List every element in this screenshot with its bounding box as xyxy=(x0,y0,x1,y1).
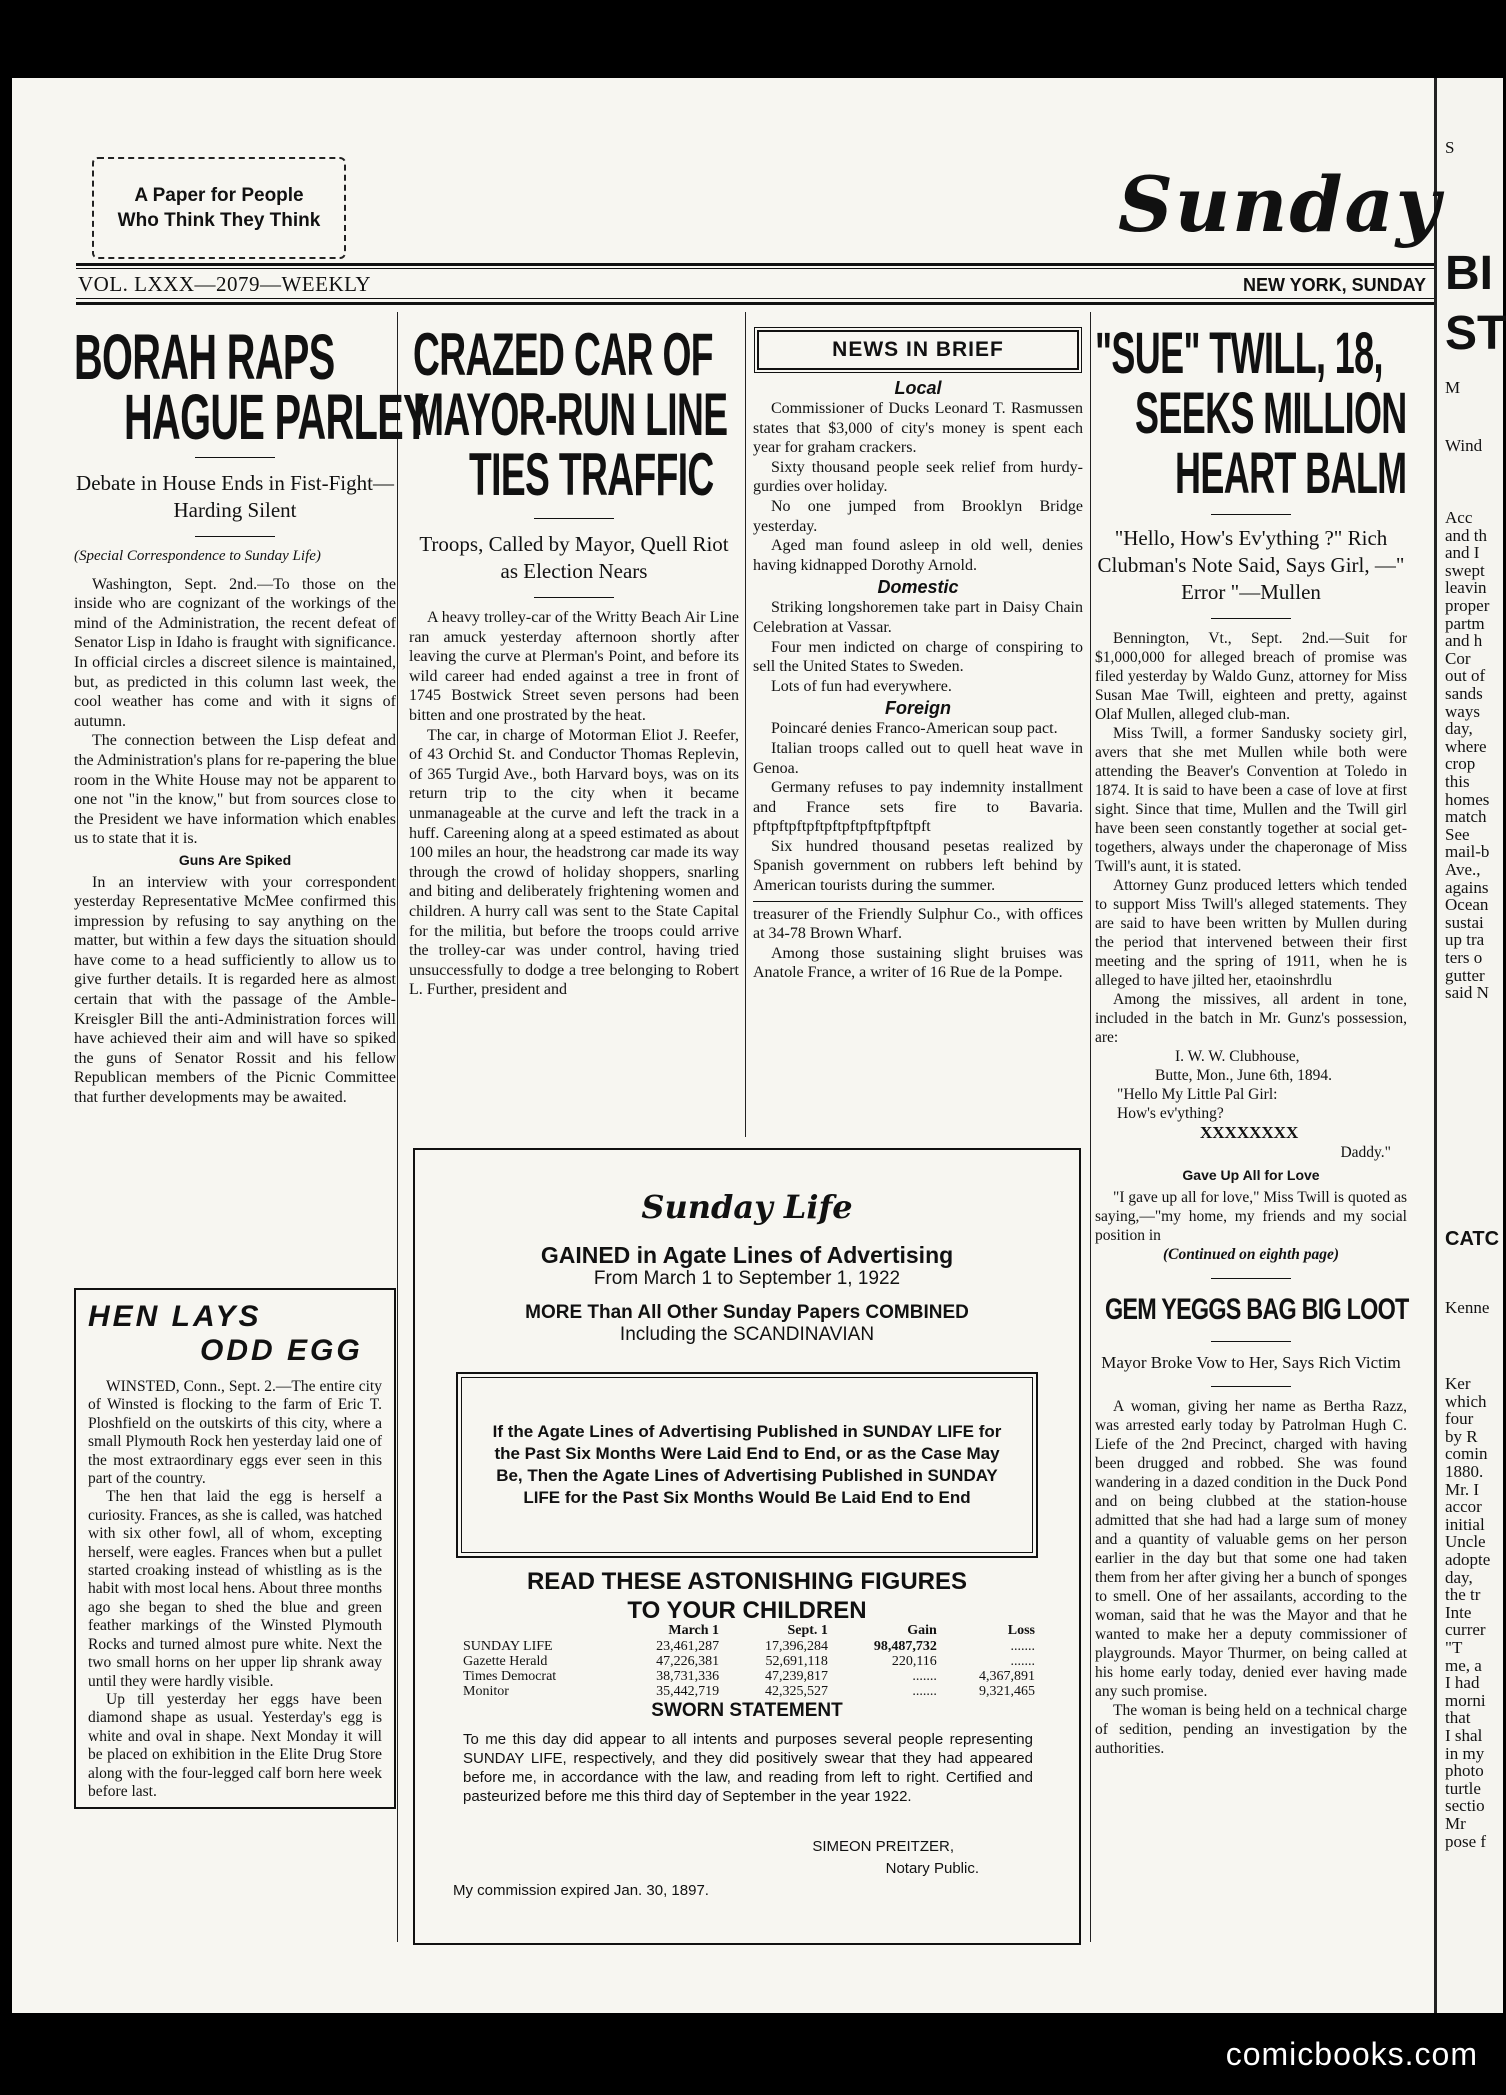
news-item: Lots of fun had everywhere. xyxy=(771,677,952,695)
paragraph: treasurer of the Friendly Sulphur Co., with offices at 34-78 Brown Wharf. xyxy=(753,905,1083,943)
paragraph: The hen that laid the egg is herself a curiosity. Frances, as she is called, was hatched with six other fowl, all of whom, excepting herself, were eagles. Frances when but a pullet started croaking instead of whistling as is the habit with most local hens. About three months ago she began to shed the blue and green feather markings of the Winsted Plymouth Rocks and turned almost pure white. Next the two small horns on her upper lip shrank away until they were hardly visible. xyxy=(88,1488,382,1690)
ad-line: MORE Than All Other Sunday Papers COMBINED xyxy=(525,1302,969,1323)
table-cell-sept: 52,691,118 xyxy=(765,1654,828,1669)
adjacent-page-fragment: and h xyxy=(1445,631,1483,651)
adjacent-page-fragment: photo xyxy=(1445,1761,1484,1781)
adjacent-page-fragment: pose f xyxy=(1445,1831,1487,1851)
headline: HEN LAYS xyxy=(88,1300,262,1333)
adjacent-page-fragment: leavin xyxy=(1445,578,1487,598)
table-cell-sept: 42,325,527 xyxy=(764,1684,828,1699)
adjacent-page-fragment: where xyxy=(1445,736,1487,756)
paragraph: The connection between the Lisp defeat and the Administration's plans for re-papering the blue room in the White House may not be apparent to one not "in the know," but from sources close to the President we have information which enables us to state that it is. xyxy=(74,732,396,848)
letter-line: "Hello My Little Pal Girl: xyxy=(1117,1086,1278,1103)
news-item: Aged man found asleep in old well, denies having kidnapped Dorothy Arnold. xyxy=(753,537,1083,574)
letter-line: I. W. W. Clubhouse, xyxy=(1175,1048,1300,1065)
subheadline: Troops, Called by Mayor, Quell Riot as Election Nears xyxy=(419,532,729,583)
table-header: Sept. 1 xyxy=(787,1623,828,1638)
table-cell-name: SUNDAY LIFE xyxy=(463,1639,553,1654)
news-item: Germany refuses to pay indemnity installment and France sets fire to Bavaria. pftpftpftpftpftpftpftpftpftpft xyxy=(753,779,1083,836)
subheadline: Debate in House Ends in Fist-Fight—Harding Silent xyxy=(76,471,394,522)
table-cell-march: 23,461,287 xyxy=(656,1639,720,1654)
paragraph: Among those sustaining slight bruises was Anatole France, a writer of 16 Rue de la Pompe. xyxy=(753,944,1083,982)
adjacent-page-fragment: accor xyxy=(1445,1497,1482,1517)
motto-line: Who Think They Think xyxy=(117,210,321,231)
news-item: Striking longshoremen take part in Daisy Chain Celebration at Vassar. xyxy=(753,599,1083,636)
news-item: Four men indicted on charge of conspiring to sell the United States to Sweden. xyxy=(753,638,1083,676)
adjacent-page-fragment: the tr xyxy=(1445,1585,1481,1605)
headline: BORAH RAPS xyxy=(74,321,335,393)
watermark: comicbooks.com xyxy=(1225,2036,1478,2072)
adjacent-page-fragment: crop xyxy=(1445,754,1476,774)
paragraph: The woman is being held on a technical charge of sedition, pending an investigation by the authorities. xyxy=(1095,1701,1407,1757)
motto-box xyxy=(92,157,346,259)
adjacent-page-fragment: mail-b xyxy=(1445,842,1490,862)
adjacent-page-fragment: Ker xyxy=(1445,1374,1471,1393)
adjacent-page-fragment: Mr. I xyxy=(1445,1479,1479,1499)
headline: SEEKS MILLION xyxy=(1135,381,1407,446)
adjacent-page-fragment: ters o xyxy=(1445,948,1483,967)
adjacent-page-fragment: ST xyxy=(1445,307,1506,360)
paragraph: Attorney Gunz produced letters which tended to support Miss Twill's alleged statements. They are said to have been written by Mullen during the period that intervened between their first meeting and the spring of 1911, when he is alleged to have jilted her, etaoinshrdlu xyxy=(1095,877,1407,989)
adjacent-page-fragment: Kenne xyxy=(1445,1298,1490,1317)
masthead-rule xyxy=(76,268,1434,269)
adjacent-page-fragment: morni xyxy=(1445,1690,1486,1710)
column-rule xyxy=(397,312,398,1942)
adjacent-page-fragment: by R xyxy=(1445,1426,1478,1446)
commission: My commission expired Jan. 30, 1897. xyxy=(453,1882,709,1899)
ad-inner-box xyxy=(456,1372,1038,1558)
ad-title: Sunday Life xyxy=(641,1188,853,1226)
ad-inner-text: If the Agate Lines of Advertising Published in SUNDAY LIFE for the Past Six Months Were Laid End to End, or as the Case May Be, Then the Agate Lines of Advertising Published in SUNDAY LIFE for the Past Six Months Would Be Laid End to End xyxy=(492,1422,1002,1507)
news-item: Sixty thousand people seek relief from hurdy-gurdies over holiday. xyxy=(753,458,1083,496)
adjacent-page-fragment: Ave., xyxy=(1445,860,1481,879)
paragraph: The car, in charge of Motorman Eliot J. Reefer, of 43 Orchid St. and Conductor Thomas Replevin, of 365 Turgid Ave., both Harvard boys, was on its return trip to the city when it became unmanageable at the curve and left the track in a huff. Careening along at a speed estimated as about 100 miles an hour, the headstrong car made its way through the crowd of holiday shoppers, snarling and biting and deliberately frightening women and children. A hurry call was sent to the State Capital for the militia, but before the troops could arrive the trolley-car was under control, having tried unsuccessfully to dodge a tree belonging to Robert L. Further, president and xyxy=(409,726,739,999)
table-header: March 1 xyxy=(668,1623,720,1638)
adjacent-page-fragment: S xyxy=(1445,138,1455,157)
adjacent-page-fragment: gutter xyxy=(1445,965,1485,985)
news-item: Italian troops called out to quell heat wave in Genoa. xyxy=(753,739,1083,777)
adjacent-page-edge xyxy=(1434,78,1506,2013)
adjacent-page-fragment: initial xyxy=(1445,1514,1485,1534)
adjacent-page-fragment: adopte xyxy=(1445,1550,1491,1569)
adjacent-page-fragment: currer xyxy=(1445,1620,1486,1640)
adjacent-page-fragment: swept xyxy=(1445,560,1485,580)
headline: HAGUE PARLEY xyxy=(124,381,429,453)
adjacent-page-fragment: this xyxy=(1445,772,1470,791)
section-subhead: Gave Up All for Love xyxy=(1182,1167,1320,1183)
article-borah xyxy=(74,320,429,1108)
table-row xyxy=(459,1639,1039,1654)
adjacent-page-fragment: agains xyxy=(1445,877,1489,897)
news-in-brief xyxy=(753,330,1083,983)
adjacent-page-fragment: Wind xyxy=(1445,436,1483,455)
table-cell-gain: ....... xyxy=(912,1684,937,1699)
news-in-brief-title: NEWS IN BRIEF xyxy=(757,330,1079,370)
ad-line: TO YOUR CHILDREN xyxy=(627,1597,867,1624)
paragraph: Up till yesterday her eggs have been diamond shape as usual. Yesterday's egg is white and oval in shape. Next Monday it will be placed on exhibition in the Elite Drug Store along with the four-legged calf born here week before last. xyxy=(88,1690,382,1800)
advertisement-box xyxy=(413,1148,1081,1945)
paragraph: A heavy trolley-car of the Writty Beach Air Line ran amuck yesterday afternoon shortly after leaving the curve at Plerman's Point, and before its wild career had ended against a tree in front of 1745 Bostwick Street seven persons had been bitten and one prostrated by the heat. xyxy=(409,609,739,724)
adjacent-page-fragment: I shal xyxy=(1445,1726,1483,1745)
adjacent-page-fragment: BI xyxy=(1445,247,1493,300)
news-item: Six hundred thousand pesetas realized by Spanish government on rubbers left behind by American tourists during the summer. xyxy=(753,837,1083,895)
paragraph: Among the missives, all ardent in tone, included in the batch in Mr. Gunz's possession, are: xyxy=(1095,991,1407,1046)
adjacent-page-fragment: up tra xyxy=(1445,930,1485,950)
masthead-rule xyxy=(76,298,1434,299)
adjacent-page-fragment: I had xyxy=(1445,1673,1480,1693)
news-item: Poincaré denies Franco-American soup pact. xyxy=(771,720,1058,738)
table-header-row xyxy=(459,1623,1039,1639)
adjacent-page-fragment: Cor xyxy=(1445,648,1471,668)
subheadline: Mayor Broke Vow to Her, Says Rich Victim xyxy=(1101,1352,1401,1372)
adjacent-page-fragment: in my xyxy=(1445,1743,1485,1763)
adjacent-page-fragment: partm xyxy=(1445,613,1485,633)
ad-line: Including the SCANDINAVIAN xyxy=(619,1324,875,1345)
adjacent-page-fragment: M xyxy=(1445,378,1461,397)
continued-note: (Continued on eighth page) xyxy=(1162,1245,1340,1263)
subheadline: "Hello, How's Ev'ything ?" Rich Clubman's Note Said, Says Girl, —" Error "—Mullen xyxy=(1097,526,1405,604)
table-cell-name: Times Democrat xyxy=(463,1669,557,1684)
paragraph: Bennington, Vt., Sept. 2nd.—Suit for $1,000,000 for alleged breach of promise was filed yesterday by Waldo Gunz, attorney for Miss Susan Mae Twill, eighteen and pretty, against Olaf Mullen, alleged club-man. xyxy=(1095,630,1407,723)
adjacent-page-fragment: Inte xyxy=(1445,1602,1472,1622)
ad-line: GAINED in Agate Lines of Advertising xyxy=(540,1242,954,1268)
headline: MAYOR-RUN LINE xyxy=(413,381,728,448)
column-rule xyxy=(745,312,746,1137)
adjacent-page-fragment: CATC xyxy=(1445,1228,1500,1250)
paragraph: WINSTED, Conn., Sept. 2.—The entire city of Winsted is flocking to the farm of Eric T. Ploshfield on the outskirts of this city, where a small Plymouth Rock hen yesterday laid one of the most extraordinary eggs ever seen in this part of the country. xyxy=(88,1378,383,1488)
adjacent-page-fragment: and I xyxy=(1445,543,1480,563)
adjacent-page-fragment: homes xyxy=(1445,789,1490,809)
headline: GEM YEGGS BAG BIG LOOT xyxy=(1105,1292,1409,1326)
adjacent-page-fragment: "T xyxy=(1445,1638,1463,1657)
headline: TIES TRAFFIC xyxy=(469,441,714,508)
adjacent-page-fragment: sectio xyxy=(1445,1796,1485,1816)
sworn-statement: To me this day did appear to all intents and purposes several people representing SUNDAY LIFE, respectively, and they did positively swear that they had appeared before me, in accordance with the law, and reading from left to right. Certified and pasteurized before me this third day of September in the year 1922. xyxy=(463,1731,1033,1805)
adjacent-page-fragment: said N xyxy=(1445,983,1489,1003)
paragraph: A woman, giving her name as Bertha Razz, was arrested early today by Patrolman Hugh C. Liefe of the 2nd Precinct, charged with having been drugged and robbed. She was found wandering in a dazed condition in the Duck Pond and on being clubbed at the station-house admitted that she had had a large sum of money and a quantity of valuable gems on her person earlier in the day but that some one had taken them from her after giving her a bunch of sponges to smell. One of her assailants, according to the woman, said that he was the Mayor and that he wanted to make her a deputy commissioner of playgrounds. Mayor Thurmer, on being called at his home early today, denied ever having made any such promise. xyxy=(1095,1397,1407,1700)
byline: (Special Correspondence to Sunday Life) xyxy=(74,548,321,564)
table-cell-gain: 98,487,732 xyxy=(873,1639,937,1654)
table-cell-name: Monitor xyxy=(463,1684,509,1699)
adjacent-page-fragment: ways xyxy=(1445,701,1480,721)
table-cell-gain: 220,116 xyxy=(891,1654,937,1669)
adjacent-page-fragment: comin xyxy=(1445,1444,1488,1464)
adjacent-page-fragment: match xyxy=(1445,807,1487,827)
dateline-city: NEW YORK, SUNDAY xyxy=(1242,275,1426,295)
adjacent-page-fragment: turtle xyxy=(1445,1778,1481,1798)
adjacent-page-fragment: four xyxy=(1445,1409,1474,1429)
letter-line: Daddy." xyxy=(1340,1144,1391,1161)
masthead-rule xyxy=(76,302,1434,305)
headline: CRAZED CAR OF xyxy=(413,321,713,388)
table-row xyxy=(459,1654,1039,1669)
adjacent-page-fragment: day, xyxy=(1445,1567,1473,1587)
ad-line: SWORN STATEMENT xyxy=(651,1700,843,1721)
table-row xyxy=(459,1684,1039,1699)
figures-table xyxy=(459,1623,1039,1699)
adjacent-page-fragment: See xyxy=(1445,824,1470,844)
notary: Notary Public. xyxy=(885,1860,979,1877)
table-header xyxy=(459,1623,614,1639)
volume-line: VOL. LXXX—2079—WEEKLY xyxy=(78,272,372,296)
article-crazed-car xyxy=(409,320,739,1000)
letter-line: How's ev'ything? xyxy=(1117,1105,1224,1122)
table-header: Loss xyxy=(1007,1623,1035,1638)
table-cell-loss: ....... xyxy=(1010,1639,1035,1654)
table-cell-march: 47,226,381 xyxy=(656,1654,720,1669)
adjacent-page-fragment: that xyxy=(1445,1708,1471,1728)
masthead-rule xyxy=(76,263,1434,266)
adjacent-page-fragment: me, a xyxy=(1445,1655,1482,1675)
signer: SIMEON PREITZER, xyxy=(812,1838,954,1855)
adjacent-page-fragment: day, xyxy=(1445,719,1473,739)
table-cell-sept: 47,239,817 xyxy=(764,1669,828,1684)
section-label-local: Local xyxy=(894,378,942,398)
letter-line: Butte, Mon., June 6th, 1894. xyxy=(1155,1067,1332,1084)
article-hen-box xyxy=(74,1288,396,1809)
paragraph: "I gave up all for love," Miss Twill is quoted as saying,—"my home, my friends and my social position in xyxy=(1095,1188,1407,1244)
newspaper-flag: Sunday xyxy=(1118,160,1442,249)
ad-line: READ THESE ASTONISHING FIGURES xyxy=(526,1568,968,1595)
table-header: Gain xyxy=(907,1623,937,1638)
paragraph: Miss Twill, a former Sandusky society girl, avers that she met Mullen while both were attending the Beaver's Convention at Toledo in 1874. It is said to have been a case of love at first sight. Since that time, Mullen and the Twill girl have been seen constantly together at social get-togethers, always under the chaperonage of Miss Twill's aunt, it is stated. xyxy=(1095,725,1407,875)
column-rule xyxy=(1090,312,1091,1942)
section-subhead: Guns Are Spiked xyxy=(178,851,292,868)
adjacent-page-fragment: Uncle xyxy=(1445,1532,1486,1552)
adjacent-page-fragment: Ocean xyxy=(1445,895,1489,915)
table-cell-march: 35,442,719 xyxy=(656,1684,720,1699)
table-cell-loss: ....... xyxy=(1010,1654,1035,1669)
ad-line: From March 1 to September 1, 1922 xyxy=(593,1268,901,1289)
letter-line: XXXXXXXX xyxy=(1200,1123,1299,1142)
adjacent-page-fragment: which xyxy=(1445,1391,1487,1411)
headline: HEART BALM xyxy=(1175,441,1407,506)
adjacent-page-fragment: sands xyxy=(1445,684,1483,703)
headline: "SUE" TWILL, 18, xyxy=(1095,321,1383,386)
motto-line: A Paper for People xyxy=(134,185,304,206)
table-cell-loss: 9,321,465 xyxy=(979,1684,1035,1699)
paragraph: Washington, Sept. 2nd.—To those on the inside who are cognizant of the workings of the mind of the Administration, the recent defeat of Senator Lisp in Idaho is fraught with significance. In official circles a discreet silence is maintained, but, as predicted in this column last week, the cool weather has come and with it signs of autumn. xyxy=(74,575,396,730)
table-cell-sept: 17,396,284 xyxy=(764,1639,828,1654)
adjacent-page-fragment: proper xyxy=(1445,596,1490,615)
adjacent-page-fragment: Acc xyxy=(1445,508,1473,527)
article-sue-twill xyxy=(1095,320,1407,1758)
adjacent-page-fragment: 1880. xyxy=(1445,1462,1484,1481)
adjacent-page-fragment: Mr xyxy=(1445,1814,1466,1833)
headline: ODD EGG xyxy=(200,1334,363,1367)
table-cell-loss: 4,367,891 xyxy=(979,1669,1035,1684)
section-label-domestic: Domestic xyxy=(877,577,959,598)
table-row xyxy=(459,1669,1039,1684)
table-cell-name: Gazette Herald xyxy=(463,1654,548,1669)
table-cell-gain: ....... xyxy=(912,1669,937,1684)
table-cell-march: 38,731,336 xyxy=(656,1669,720,1684)
news-item: Commissioner of Ducks Leonard T. Rasmussen states that $3,000 of city's money is spent each year for graham crackers. xyxy=(753,400,1083,457)
adjacent-page-fragment: out of xyxy=(1445,666,1486,686)
paragraph: In an interview with your correspondent yesterday Representative McMee confirmed this impression by refusing to say anything on the matter, but within a few days the situation should have come to a head sufficiently to allow us to give further details. It is regarded here as almost certain that with the passage of the Amble-Kreisgler Bill the anti-Administration forces will have achieved their aim and will have so spiked the guns of Senator Rossit and his fellow Republican members of the Picnic Committee that further developments may be awaited. xyxy=(74,873,396,1107)
adjacent-page-fragment: sustai xyxy=(1445,912,1484,932)
news-item: No one jumped from Brooklyn Bridge yesterday. xyxy=(753,497,1083,535)
section-label-foreign: Foreign xyxy=(885,698,951,719)
adjacent-page-fragment: and th xyxy=(1445,525,1488,545)
